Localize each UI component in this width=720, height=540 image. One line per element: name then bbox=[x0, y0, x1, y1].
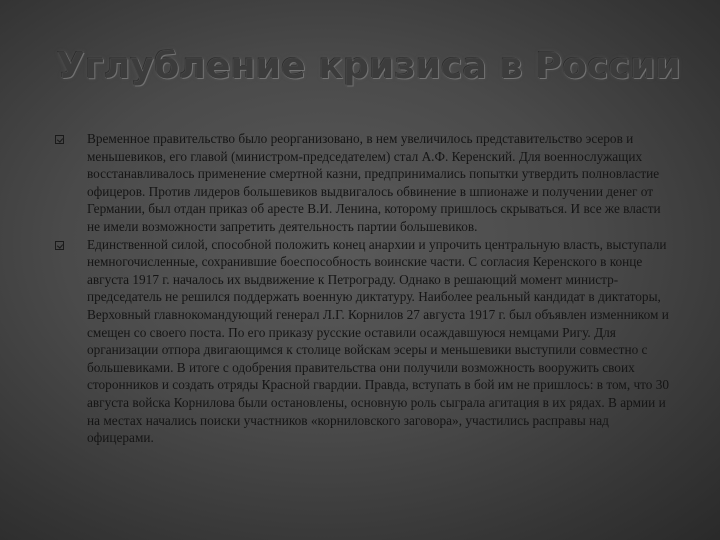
checkbox-bullet-icon bbox=[55, 241, 64, 250]
checkbox-bullet-icon bbox=[55, 135, 64, 144]
bullet-text: Единственной силой, способной положить конец анархии и упрочить центральную власть, выступали немногочисленные, сохранившие боеспособность воинские части. С согласия Керенского в конце августа 1917 г. началось их выдвижение к Петрограду. Однако в решающий момент министр-председатель не решился поддержать военную диктатуру. Наиболее реальный кандидат в диктаторы, Верховный главнокомандующий генерал Л.Г. Корнилов 27 августа 1917 г. был объявлен изменником и смещен со своего поста. По его приказу русские оставили осаждавшуюся немцами Ригу. Для организации отпора двигающимся к столице войскам эсеры и меньшевики выступили совместно с большевиками. В итоге с одобрения правительства они получили возможность вооружить своих сторонников и создать отряды Красной гвардии. Правда, вступать в бой им не пришлось: в том, что 30 августа войска Корнилова были остановлены, основную роль сыграла агитация в их рядах. В армии и на местах начались поиски участников «корниловского заговора», участились расправы над офицерами. bbox=[87, 236, 670, 446]
bullet-list bbox=[55, 130, 675, 447]
slide-title: Углубление кризиса в России bbox=[57, 46, 682, 87]
bullet-item bbox=[55, 236, 675, 447]
bullet-item bbox=[55, 130, 675, 236]
bullet-text: Временное правительство было реорганизовано, в нем увеличилось представительство эсеров и меньшевиков, его главой (министром-председателем) стал А.Ф. Керенский. Для военнослужащих восстанавливалось применение смертной казни, предпринимались попытки утвердить полновластие офицеров. Против лидеров большевиков выдвигалось обвинение в шпионаже и получении денег от Германии, был отдан приказ об аресте В.И. Ленина, которому пришлось скрываться. И все же власти не имели возможности запретить деятельность партии большевиков. bbox=[87, 131, 661, 234]
